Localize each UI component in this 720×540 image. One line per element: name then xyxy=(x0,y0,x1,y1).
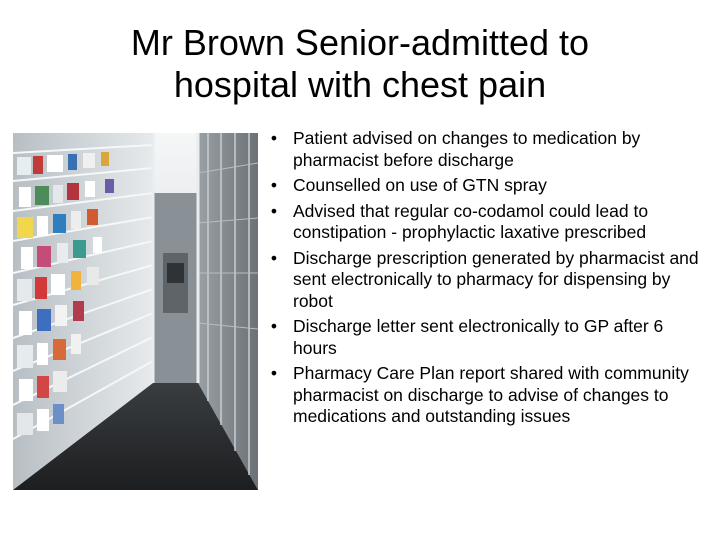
pharmacy-robot-photo xyxy=(13,133,258,490)
bullet-marker: • xyxy=(270,363,278,383)
bullet-text: Discharge prescription generated by pharmacist and sent electronically to pharmacy for dispensing by robot xyxy=(293,247,699,311)
bullet-item xyxy=(267,201,707,244)
bullet-text: Pharmacy Care Plan report shared with community pharmacist on discharge to advise of changes to medications and outstanding issues xyxy=(293,363,689,426)
bullet-marker: • xyxy=(270,128,278,148)
bullet-text: Discharge letter sent electronically to GP after 6 hours xyxy=(293,316,664,358)
bullet-marker: • xyxy=(270,247,278,268)
bullet-text: Advised that regular co-codamol could lead to constipation - prophylactic laxative prescribed xyxy=(293,200,649,242)
bullet-list xyxy=(267,128,707,432)
bullet-marker: • xyxy=(270,200,278,221)
bullet-text: Patient advised on changes to medication by pharmacist before discharge xyxy=(293,128,641,170)
bullet-item xyxy=(267,248,707,313)
bullet-item xyxy=(267,175,707,197)
bullet-text: Counselled on use of GTN spray xyxy=(293,175,547,195)
slide-title-line-1: Mr Brown Senior-admitted to xyxy=(130,22,590,63)
slide-title xyxy=(60,22,660,106)
bullet-marker: • xyxy=(270,175,278,195)
bullet-marker: • xyxy=(270,316,278,336)
bullet-item xyxy=(267,363,707,428)
bullet-item xyxy=(267,316,707,359)
bullet-item xyxy=(267,128,707,171)
slide-title-line-2: hospital with chest pain xyxy=(173,64,547,105)
